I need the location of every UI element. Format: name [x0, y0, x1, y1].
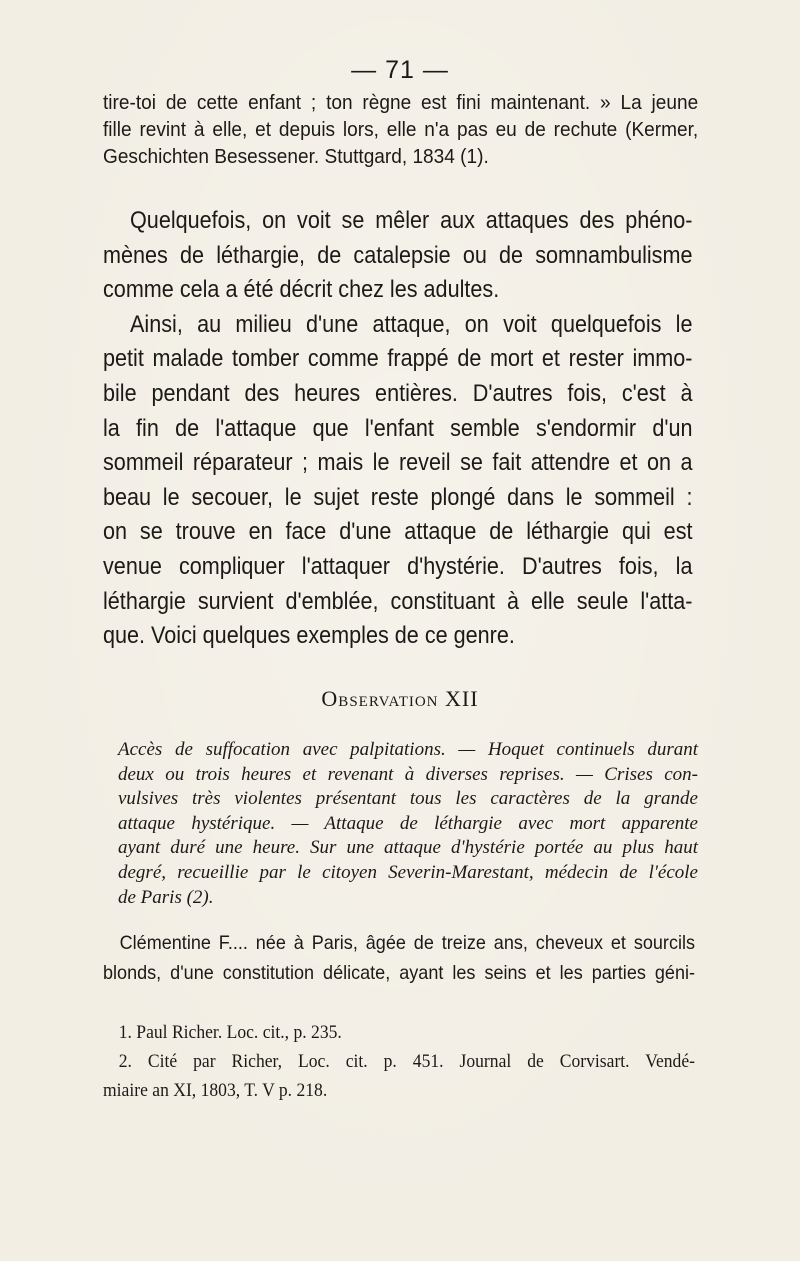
text-line: mènes de léthargie, de catalepsie ou de somnambulisme [103, 241, 693, 269]
text-line: léthargie survient d'emblée, constituant à elle seule l'atta- [103, 587, 693, 615]
main-text [103, 204, 693, 654]
summary-line: de Paris (2). [118, 886, 214, 908]
text-line: sommeil réparateur ; mais le reveil se fait attendre et on a [103, 449, 693, 477]
footnotes [103, 1018, 695, 1105]
footnote-line: miaire an XI, 1803, T. V p. 218. [103, 1080, 328, 1101]
footnote-line: 1. Paul Richer. Loc. cit., p. 235. [118, 1022, 342, 1043]
text-line: Geschichten Besessener. Stuttgard, 1834 (1). [103, 145, 489, 168]
summary-line: Accès de suffocation avec palpitations. — Hoquet continuels durant [118, 739, 698, 760]
observation-summary [118, 738, 698, 910]
text-line: on se trouve en face d'une attaque de léthargie qui est [103, 518, 693, 546]
text-line: blonds, d'une constitution délicate, ayant les seins et les parties géni- [103, 962, 695, 984]
carry-over-paragraph [103, 89, 698, 170]
text-line: comme cela a été décrit chez les adultes. [103, 276, 500, 304]
text-line: beau le secouer, le sujet reste plongé dans le sommeil : [103, 483, 693, 511]
summary-line: deux ou trois heures et revenant à diverses reprises. — Crises con- [118, 763, 698, 785]
text-line: tire-toi de cette enfant ; ton règne est fini maintenant. » La jeune [103, 91, 699, 114]
text-line: Quelquefois, on voit se mêler aux attaques des phéno- [130, 207, 693, 234]
text-line: Ainsi, au milieu d'une attaque, on voit quelquefois le [130, 310, 693, 338]
summary-line: attaque hystérique. — Attaque de léthargie avec mort apparente [118, 812, 698, 834]
text-line: fille revint à elle, et depuis lors, elle n'a pas eu de rechute (Kermer, [103, 118, 699, 141]
observation-heading: Observation XII [321, 686, 479, 711]
footnote-line: 2. Cité par Richer, Loc. cit. p. 451. Journal de Corvisart. Vendé- [118, 1051, 696, 1072]
text-line: que. Voici quelques exemples de ce genre. [103, 622, 515, 650]
text-line: bile pendant des heures entières. D'autres fois, c'est à [103, 379, 693, 407]
text-line: venue compliquer l'attaquer d'hystérie. D'autres fois, la [103, 552, 693, 580]
case-paragraph [103, 928, 695, 988]
summary-line: ayant duré une heure. Sur une attaque d'hystérie portée au plus haut [118, 837, 698, 859]
text-line: petit malade tomber comme frappé de mort et rester immo- [103, 345, 693, 373]
summary-line: vulsives très violentes présentant tous les caractères de la grande [118, 788, 698, 810]
text-line: Clémentine F.... née à Paris, âgée de treize ans, cheveux et sourcils [119, 932, 695, 954]
page-number: — 71 — [351, 56, 449, 84]
text-line: la fin de l'attaque que l'enfant semble s'endormir d'un [103, 414, 693, 442]
summary-line: degré, recueillie par le citoyen Severin-Marestant, médecin de l'école [118, 861, 698, 883]
